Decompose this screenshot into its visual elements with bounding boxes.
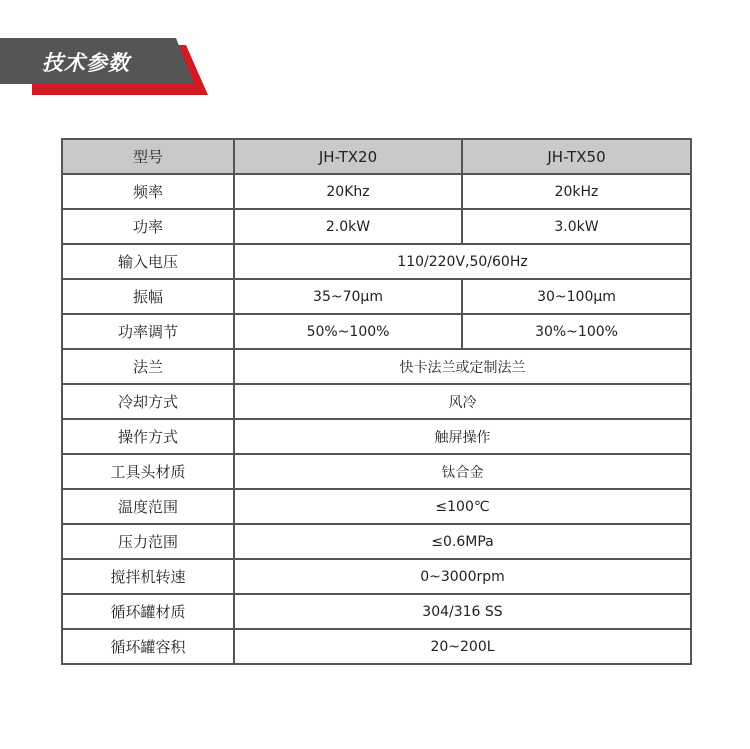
table-header-row [62,139,691,174]
header-jh-tx20: JH-TX20 [234,139,462,174]
table-row [62,419,691,454]
value-shared: ≤100℃ [234,489,691,524]
table-row [62,209,691,244]
table-row [62,454,691,489]
row-label: 输入电压 [62,244,234,279]
value-jh-tx50: 30%~100% [462,314,691,349]
section-title: 技术参数 [42,51,130,75]
table-row [62,314,691,349]
value-jh-tx50: 30~100μm [462,279,691,314]
table-row [62,384,691,419]
table-row [62,244,691,279]
value-shared: 304/316 SS [234,594,691,629]
value-shared: 0~3000rpm [234,559,691,594]
table-row [62,279,691,314]
table-row [62,489,691,524]
row-label: 压力范围 [62,524,234,559]
row-label: 循环罐材质 [62,594,234,629]
value-jh-tx20: 35~70μm [234,279,462,314]
value-jh-tx20: 50%~100% [234,314,462,349]
table-row [62,594,691,629]
row-label: 频率 [62,174,234,209]
row-label: 法兰 [62,349,234,384]
row-label: 循环罐容积 [62,629,234,664]
row-label: 振幅 [62,279,234,314]
row-label: 工具头材质 [62,454,234,489]
row-label: 搅拌机转速 [62,559,234,594]
value-jh-tx20: 2.0kW [234,209,462,244]
value-shared: 20~200L [234,629,691,664]
spec-table [61,138,692,665]
table-row [62,349,691,384]
value-shared: 钛合金 [234,454,691,489]
row-label: 功率调节 [62,314,234,349]
table-row [62,559,691,594]
value-shared: 110/220V,50/60Hz [234,244,691,279]
section-banner [0,0,220,110]
value-shared: ≤0.6MPa [234,524,691,559]
row-label: 功率 [62,209,234,244]
value-jh-tx50: 20kHz [462,174,691,209]
row-label: 温度范围 [62,489,234,524]
value-jh-tx50: 3.0kW [462,209,691,244]
value-shared: 风冷 [234,384,691,419]
row-label: 冷却方式 [62,384,234,419]
value-shared: 触屏操作 [234,419,691,454]
value-shared: 快卡法兰或定制法兰 [234,349,691,384]
table-row [62,629,691,664]
header-model: 型号 [62,139,234,174]
table-row [62,524,691,559]
row-label: 操作方式 [62,419,234,454]
table-row [62,174,691,209]
value-jh-tx20: 20Khz [234,174,462,209]
header-jh-tx50: JH-TX50 [462,139,691,174]
